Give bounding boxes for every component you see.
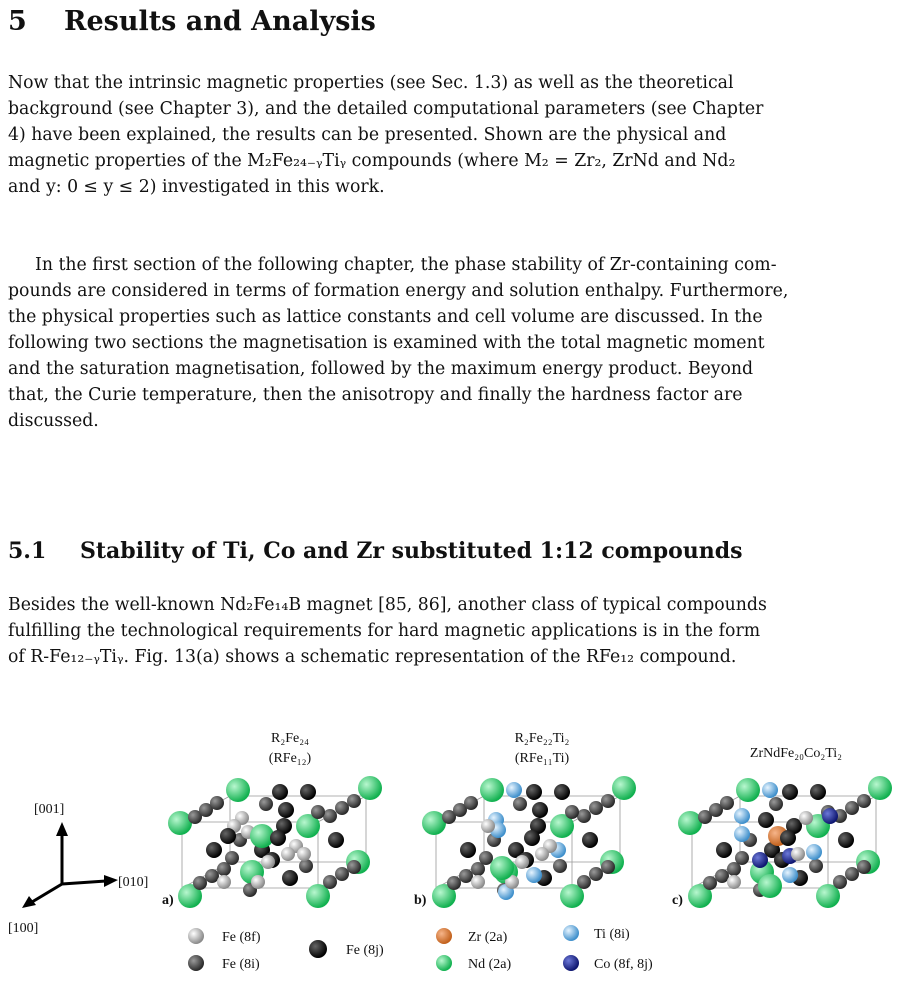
fe-8i-atom	[577, 809, 591, 823]
legend-swatch-zr	[436, 928, 452, 944]
crystal-cell-b	[422, 776, 636, 908]
paragraph-intro	[8, 70, 888, 200]
nd-atom	[612, 776, 636, 800]
fe-8j-atom	[220, 828, 236, 844]
fe-8f-atom	[515, 855, 529, 869]
legend-swatch-co	[563, 955, 579, 971]
fe-8i-atom	[259, 797, 273, 811]
fe-8j-atom	[328, 832, 344, 848]
fe-8i-atom	[735, 851, 749, 865]
panel-b-title: R₂Fe₂₂Ti₂	[514, 731, 570, 746]
fe-8i-atom	[845, 867, 859, 881]
panel-b-label: b)	[414, 893, 427, 908]
crystal-structure-figure	[0, 700, 898, 982]
fe-8j-atom	[780, 830, 796, 846]
section-number: 5	[8, 6, 27, 37]
fe-8i-atom	[347, 794, 361, 808]
fe-8i-atom	[857, 860, 871, 874]
paragraph-stability	[8, 592, 888, 670]
fe-8j-atom	[526, 784, 542, 800]
fe-8i-atom	[553, 859, 567, 873]
panel-c-label: c)	[672, 893, 683, 908]
fe-8f-atom	[471, 875, 485, 889]
nd-atom	[678, 811, 702, 835]
legend-swatch-fe8j	[309, 940, 327, 958]
fe-8j-atom	[838, 832, 854, 848]
ti-atom	[506, 782, 522, 798]
legend-label-co: Co (8f, 8j)	[594, 957, 653, 972]
fe-8i-atom	[447, 876, 461, 890]
fe-8i-atom	[577, 875, 591, 889]
fe-8f-atom	[727, 875, 741, 889]
fe-8f-atom	[297, 847, 311, 861]
nd-atom	[358, 776, 382, 800]
legend-label-ti: Ti (8i)	[594, 927, 630, 942]
fe-8i-atom	[225, 851, 239, 865]
fe-8j-atom	[758, 812, 774, 828]
fe-8i-atom	[459, 869, 473, 883]
legend-swatch-ti	[563, 925, 579, 941]
fe-8i-atom	[513, 797, 527, 811]
co-atom	[752, 852, 768, 868]
fe-8j-atom	[278, 802, 294, 818]
fe-8j-atom	[554, 784, 570, 800]
fe-8f-atom	[261, 855, 275, 869]
paragraph-overview	[8, 252, 888, 434]
nd-atom	[226, 778, 250, 802]
nd-atom	[868, 776, 892, 800]
nd-atom	[758, 874, 782, 898]
subsection-heading	[8, 538, 743, 564]
text-line: Besides the well-known Nd₂Fe₁₄B magnet [85, 86], another class of typical compounds	[8, 595, 767, 615]
fe-8f-atom	[281, 847, 295, 861]
fe-8f-atom	[217, 875, 231, 889]
nd-atom	[168, 811, 192, 835]
fe-8i-atom	[323, 875, 337, 889]
legend-label-fe8f: Fe (8f)	[222, 930, 261, 945]
fe-8i-atom	[845, 801, 859, 815]
fe-8i-atom	[589, 867, 603, 881]
fe-8i-atom	[601, 860, 615, 874]
text-line: magnetic properties of the M₂Fe₂₄₋ᵧTiᵧ compounds (where M₂ = Zr₂, ZrNd and Nd₂	[8, 151, 736, 171]
fe-8j-atom	[272, 784, 288, 800]
ti-atom	[782, 867, 798, 883]
fe-8j-atom	[532, 802, 548, 818]
fe-8i-atom	[193, 876, 207, 890]
legend-label-zr: Zr (2a)	[468, 930, 508, 945]
axis-label-100: [100]	[8, 921, 39, 936]
fe-8j-atom	[206, 842, 222, 858]
crystal-cell-c	[678, 776, 892, 908]
section-title: Results and Analysis	[64, 6, 376, 37]
subsection-title: Stability of Ti, Co and Zr substituted 1:12 compounds	[80, 538, 743, 564]
text-line: Now that the intrinsic magnetic properties (see Sec. 1.3) as well as the theoretical	[8, 73, 734, 93]
atom-legend	[188, 925, 653, 972]
nd-atom	[490, 856, 514, 880]
fe-8i-atom	[311, 805, 325, 819]
panel-a-subtitle: (RFe₁₂)	[268, 751, 312, 766]
legend-label-nd: Nd (2a)	[468, 957, 512, 972]
fe-8j-atom	[300, 784, 316, 800]
section-heading	[8, 6, 376, 37]
fe-8i-atom	[335, 801, 349, 815]
ti-atom	[734, 808, 750, 824]
nd-atom	[422, 811, 446, 835]
text-line: following two sections the magnetisation is examined with the total magnetic moment	[8, 333, 765, 353]
nd-atom	[480, 778, 504, 802]
fe-8i-atom	[335, 867, 349, 881]
legend-swatch-fe8i	[188, 955, 204, 971]
fe-8j-atom	[270, 830, 286, 846]
fe-8i-atom	[833, 875, 847, 889]
fe-8j-atom	[582, 832, 598, 848]
fe-8i-atom	[715, 869, 729, 883]
axis-label-001: [001]	[34, 802, 65, 817]
fe-8i-atom	[205, 869, 219, 883]
legend-swatch-nd	[436, 955, 452, 971]
legend-label-fe8j: Fe (8j)	[346, 943, 384, 958]
text-line: and the saturation magnetisation, followed by the maximum energy product. Beyond	[8, 359, 754, 379]
text-line: pounds are considered in terms of formation energy and solution enthalpy. Furthermore,	[8, 281, 789, 301]
legend-label-fe8i: Fe (8i)	[222, 957, 260, 972]
panel-a-title: R₂Fe₂₄	[271, 731, 309, 746]
fe-8i-atom	[720, 796, 734, 810]
co-atom	[822, 808, 838, 824]
fe-8i-atom	[347, 860, 361, 874]
text-line: and y: 0 ≤ y ≤ 2) investigated in this work.	[8, 177, 385, 197]
fe-8j-atom	[782, 784, 798, 800]
fe-8f-atom	[791, 847, 805, 861]
text-line: In the first section of the following chapter, the phase stability of Zr-containing com-	[35, 255, 777, 275]
axis-indicator	[8, 802, 148, 936]
subsection-number: 5.1	[8, 538, 47, 564]
fe-8i-atom	[769, 797, 783, 811]
fe-8j-atom	[282, 870, 298, 886]
fe-8i-atom	[589, 801, 603, 815]
fe-8i-atom	[299, 859, 313, 873]
fe-8f-atom	[535, 847, 549, 861]
legend-swatch-fe8f	[188, 928, 204, 944]
text-line: discussed.	[8, 411, 99, 431]
fe-8i-atom	[857, 794, 871, 808]
panel-a-label: a)	[162, 893, 174, 908]
panel-c-title: ZrNdFe₂₀Co₂Ti₂	[749, 746, 843, 761]
text-line: that, the Curie temperature, then the anisotropy and finally the hardness factor are	[8, 385, 743, 405]
text-line: of R-Fe₁₂₋ᵧTiᵧ. Fig. 13(a) shows a schematic representation of the RFe₁₂ compound.	[8, 647, 737, 667]
fe-8i-atom	[323, 809, 337, 823]
ti-atom	[734, 826, 750, 842]
fe-8i-atom	[479, 851, 493, 865]
fe-8f-atom	[251, 875, 265, 889]
fe-8i-atom	[703, 876, 717, 890]
fe-8j-atom	[524, 830, 540, 846]
fe-8i-atom	[210, 796, 224, 810]
crystal-cell-a	[168, 776, 382, 908]
axis-label-010: [010]	[118, 875, 149, 890]
fe-8i-atom	[464, 796, 478, 810]
nd-atom	[736, 778, 760, 802]
panel-b-subtitle: (RFe₁₁Ti)	[514, 751, 570, 766]
fe-8j-atom	[716, 842, 732, 858]
text-line: fulfilling the technological requirements for hard magnetic applications is in the form	[8, 621, 761, 641]
fe-8i-atom	[601, 794, 615, 808]
fe-8j-atom	[810, 784, 826, 800]
ti-atom	[762, 782, 778, 798]
text-line: 4) have been explained, the results can be presented. Shown are the physical and	[8, 125, 727, 145]
fe-8i-atom	[809, 859, 823, 873]
text-line: background (see Chapter 3), and the detailed computational parameters (see Chapter	[8, 99, 764, 119]
fe-8j-atom	[460, 842, 476, 858]
fe-8f-atom	[481, 819, 495, 833]
text-line: the physical properties such as lattice constants and cell volume are discussed. In the	[8, 307, 763, 327]
ti-atom	[806, 844, 822, 860]
ti-atom	[526, 867, 542, 883]
fe-8f-atom	[799, 811, 813, 825]
fe-8i-atom	[565, 805, 579, 819]
